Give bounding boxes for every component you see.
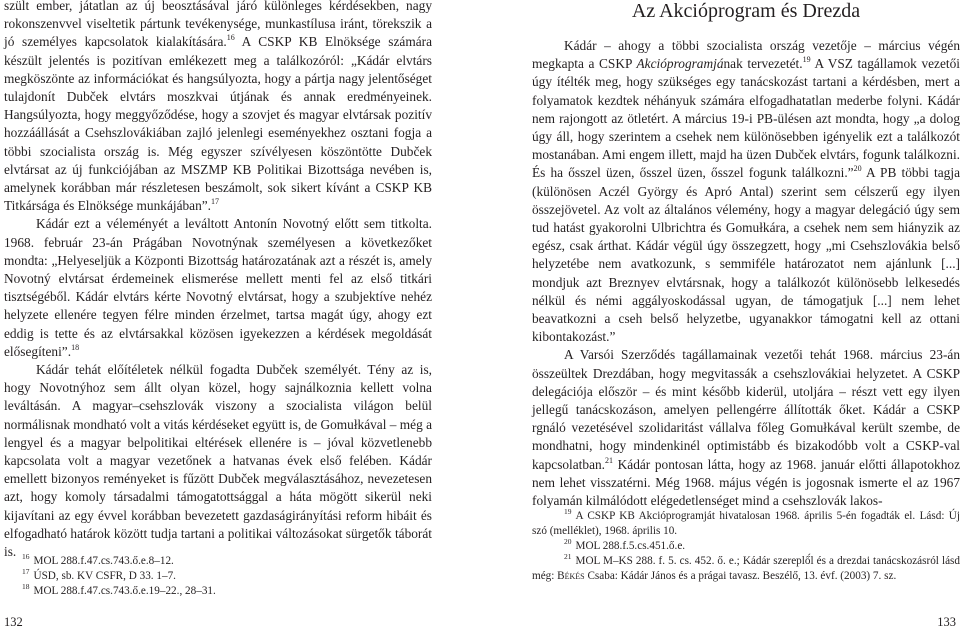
text-run: Kádár – ahogy a többi szocialista ország vezetője – március végén megkapta a CSKP <box>532 38 960 72</box>
footnote-text: MOL M–KS 288. f. 5. cs. 452. ő. e.; Kádár szereplő́l és a drezdai tanácskozásról lásd még: <box>532 555 960 582</box>
footnote-21 <box>532 554 960 584</box>
text-run: Kádár ezt a véleményét a leváltott Antonín Novotný előtt sem titkolta. 1968. február 23-án Prágában Novotnýnak személyesen a következőket mondta: „Helyeseljük a Központi Bizottság határozatának azt a részét is, amely Novotný elvtársat érdemeinek elismerése mellett menti fel az első titkári tisztségéből. Kádár elvtárs kérte Novotný elvtársat, hogy a szubjektíve nehéz helyzete ellenére tegyen félre minden érzelmet, tartsa magát úgy, ahogy ezt eddig is tette és az elvtársakkal közösen igyekezzen a kérdések megoldását elősegíteni”. <box>4 216 432 359</box>
footnote-ref-21[interactable]: 21 <box>605 455 613 465</box>
section-heading: Az Akcióprogram és Drezda <box>631 0 861 22</box>
footnote-text: Csaba: Kádár János és a prágai tavasz. Beszélő, 13. évf. (2003) 7. sz. <box>584 570 897 582</box>
footnote-19 <box>532 509 960 539</box>
footnote-text: A CSKP KB Akcióprogramját hivatalosan 1968. április 5-én fogadták el. Lásd: Új szó (melléklet), 1968. április 10. <box>532 510 960 537</box>
text-run: nak tervezetét. <box>723 56 803 72</box>
author-name: Békés <box>557 570 585 582</box>
footnote-number: 21 <box>564 552 572 561</box>
footnote-number: 20 <box>564 537 572 546</box>
page-number-right: 133 <box>937 615 956 629</box>
footnote-number: 17 <box>22 567 30 576</box>
left-paragraph-3 <box>4 361 432 561</box>
text-run: szült ember, játatlan az új beosztásával járó különleges kérdésekben, nagy rokonszenvvel viseltetik pártunk tevékenysége, munkastílusa iránt, törekszik a jó személyes kapcsolatok kialakítására. <box>4 0 432 50</box>
text-run: A PB többi tagja (különösen Aczél György és Apró Antal) szerint sem célszerű egy ilyen összejövetel. Az volt az általános vélemény, hogy a magyar delegáció úgy sem tud hatást gyakorolni Ulbrichtra és Gomułkára, a csehek nem sem hiányzik az egész, csak árthat. Kádár végül úgy összegzett, hogy „mi Csehszlovákia belső helyzetébe nem avatkozunk, s semmiféle határozatot nem ajánlunk [...] mondjuk azt Breznyev elvtársnak, hogy a találkozót különösebb lelkesedés nélkül és némi aggályoskodással ugyan, de támogatjuk [...] nem lehet beavatkozni a cseh belső helyzetbe, ugyanakkor támogatni kell az ottani kibontakozást.” <box>532 165 960 345</box>
right-paragraph-2 <box>532 346 960 510</box>
text-run: A CSKP KB Elnöksége számára készült jelentés is pozitívan emlékezett meg a találkozóról: „Kádár elvtárs megköszönte az információkat és hangsúlyozta, hogy a pártja nagy jelentőséget tulajdonít Dubček elvtárs moszkvai útjának és annak eredményeinek. Hangsúlyozta, hogy meggyőződése, hogy a szovjet és magyar elvtársak pozitív hozzáállását a Csehszlovákiában zajló jelenlegi eseményekhez osztani fogja a többi szocialista ország is. Még egyszer szívélyesen köszöntötte Dubček elvtársat az új funkciójában az MSZMP KB Politikai Bizottsága nevében is, amelynek korábban már részletesen beszámolt, sok sikert kívánt a CSKP KB Titkársága és Elnöksége munkájában”. <box>4 34 432 214</box>
right-paragraph-1 <box>532 37 960 346</box>
text-run: Kádár tehát előítéletek nélkül fogadta Dubček személyét. Tény az is, hogy Novotnýhoz sem állt olyan közel, hogy sajnálkoznia kellett volna leváltásán. A magyar–csehszlovák viszony a szocialista világon belül normálisnak mondható volt a vitás kérdéseket együtt is, de Gomułkával – még a lengyel és a magyar belpolitikai eltérések ellenére is – jóval közvetlenebb kapcsolata volt a magyar vezetőnek a hatvanas évek első felében. Kádár emellett bizonyos reményeket is fűzött Dubček megválasztásához, nevezetesen azt, hogy komoly társadalmi támogatottsággal a háta mögött sikerül neki kijavítani az egy évvel korábban bevezetett gazdaságirányítási reform hibáit és elfogadható határok között tudja tartani a politikai változásokat sürgetők táborát is. <box>4 362 433 560</box>
footnote-text: ÚSD, sb. KV CSFR, D 33. 1–7. <box>33 570 176 582</box>
footnote-text: MOL 288.f.5.cs.451.ő.e. <box>575 540 686 552</box>
right-page-body <box>532 37 960 510</box>
page-number-left: 132 <box>4 615 23 629</box>
left-paragraph-1 <box>4 0 432 215</box>
footnote-16 <box>4 554 432 569</box>
left-footnotes <box>4 554 432 599</box>
footnote-number: 19 <box>564 507 572 516</box>
footnote-ref-20[interactable]: 20 <box>853 164 862 174</box>
text-run: A VSZ tagállamok vezetői úgy ítélték meg, hogy szükséges egy tanácskozást tartani a kérdésben, mert a folyamatok kezdtek néhányuk számára elfogadhatatlan mederbe folyni. Kádár nem rajongott az ötletért. A március 19-i PB-ülésen azt mondta, hogy „a dolog úgy áll, hogy szerintem a csehek nem különösebben igényelik ezt a találkozót mostanában. Ami engem illett, majd ha üzen Dubček elvtárs, fogunk találkozni. És ha ősszel üzen, ősszel üzen, ősszel fogunk találkozni.” <box>532 56 960 181</box>
footnote-ref-19[interactable]: 19 <box>802 55 811 65</box>
footnote-ref-17[interactable]: 17 <box>211 197 220 207</box>
footnote-text: MOL 288.f.47.cs.743.ő.e.8–12. <box>33 555 174 567</box>
italic-title: Akcióprogramjá <box>636 56 724 72</box>
footnote-number: 16 <box>22 552 30 561</box>
footnote-text: MOL 288.f.47.cs.743.ő.e.19–22., 28–31. <box>33 585 216 597</box>
footnote-ref-16[interactable]: 16 <box>226 33 235 43</box>
left-paragraph-2 <box>4 215 432 361</box>
footnote-17 <box>4 569 432 584</box>
left-page-body <box>4 0 432 561</box>
footnote-ref-18[interactable]: 18 <box>71 342 80 352</box>
right-footnotes <box>532 509 960 584</box>
text-run: Kádár pontosan látta, hogy az 1968. január előtti állapotokhoz nem lehet visszatérni. Még 1968. május végén is jogosnak ismerte el az 1967 folyamán kilmálódott elégedetlenséget mind a csehszlovák lakos- <box>532 456 960 509</box>
text-run: A Varsói Szerződés tagállamainak vezetői tehát 1968. március 23-án összeültek Drezdában, hogy megvitassák a csehszlovákiai helyzetet. A CSKP delegációja először – és mint később kiderül, utoljára – részt vett egy ilyen jellegű tanácskozáson, amelyen pellengérre állították őket. Kádár a CSKP rgnáló vezetésével szolidaritást vállalva főleg Gomułkával került szembe, de mondhatni, hogy mindenkinél optimistább és bizakodóbb volt a CSKP-val kapcsolatban. <box>532 347 960 472</box>
footnote-number: 18 <box>22 582 30 591</box>
footnote-20 <box>532 539 960 554</box>
footnote-18 <box>4 584 432 599</box>
